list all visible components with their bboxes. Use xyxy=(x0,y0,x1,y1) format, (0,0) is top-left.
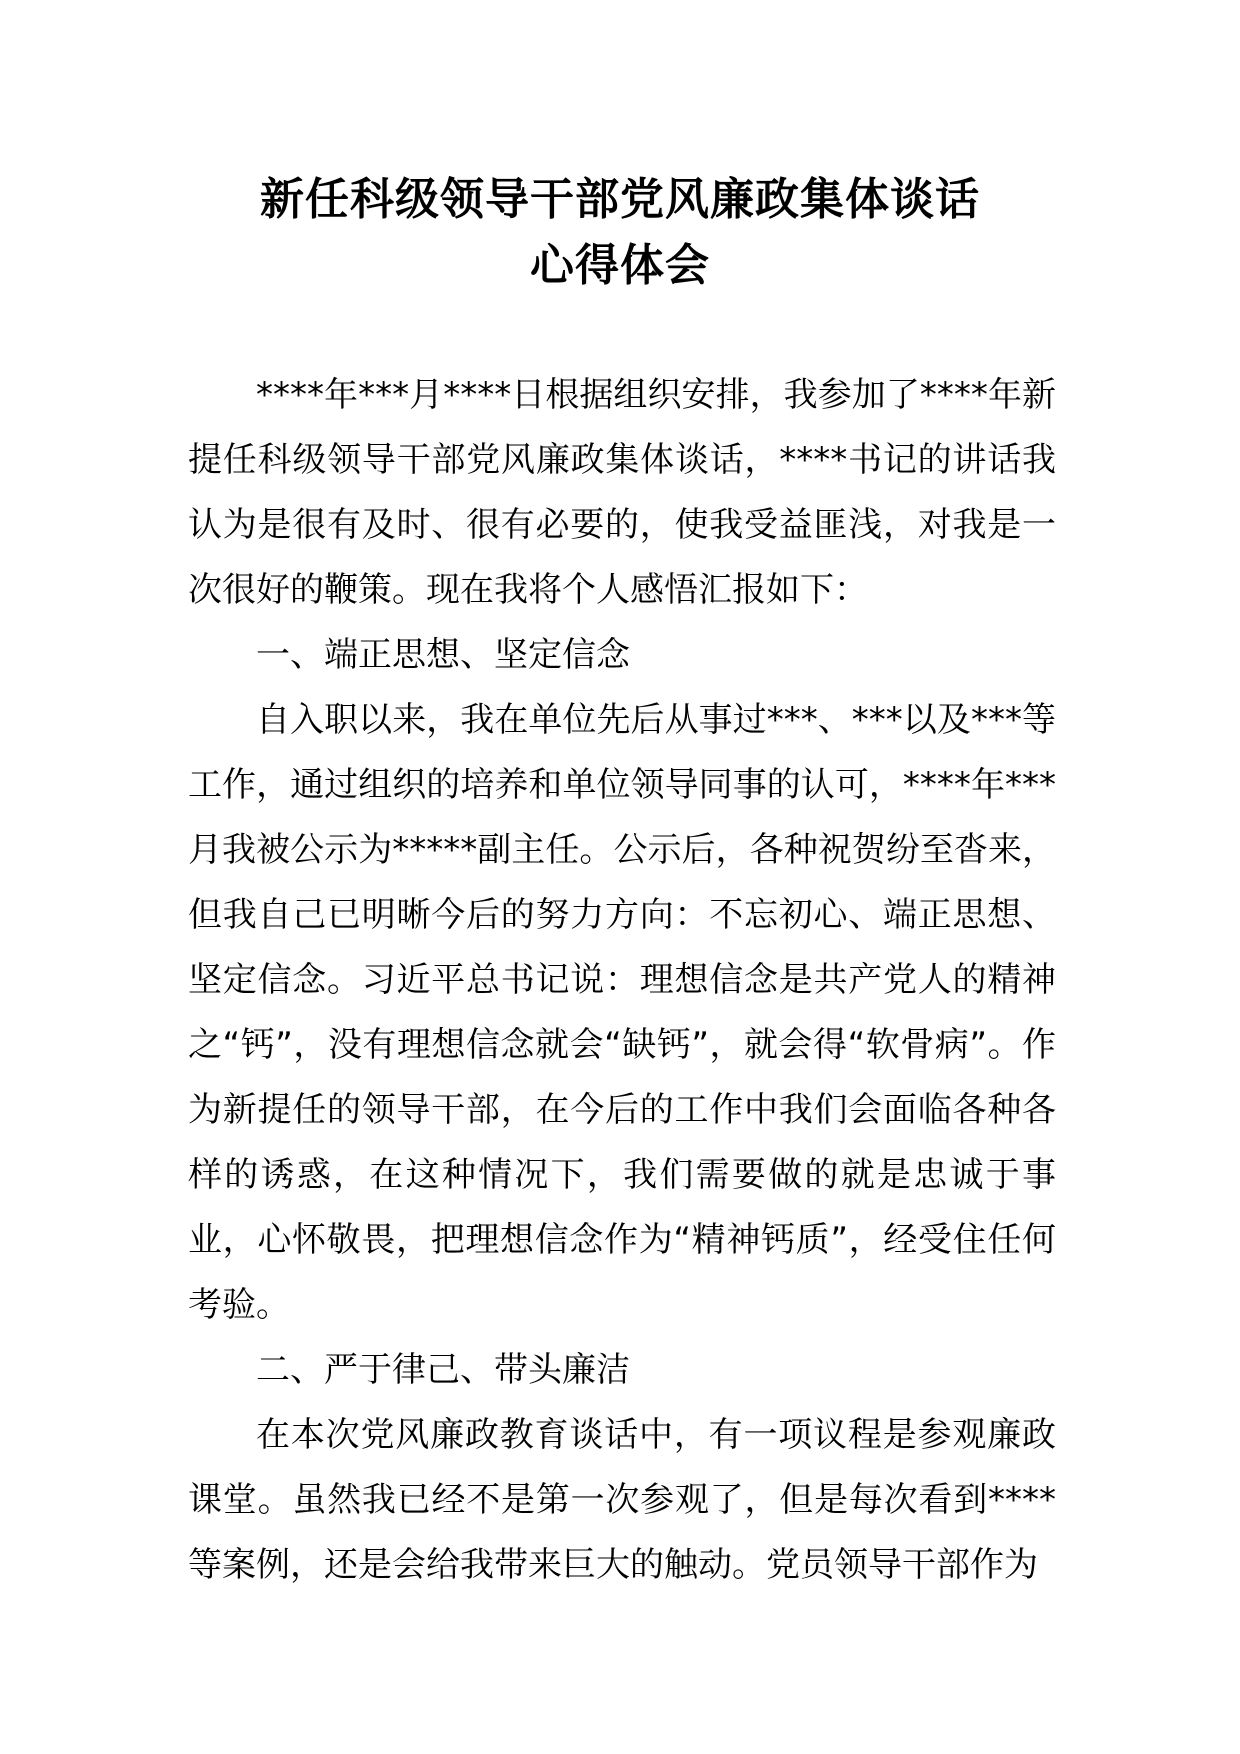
document-title-line-1: 新任科级领导干部党风廉政集体谈话 xyxy=(260,174,980,225)
document-title-line-2: 心得体会 xyxy=(530,240,710,291)
section-heading-2: 二、严于律己、带头廉洁 xyxy=(256,1350,630,1390)
document-body xyxy=(188,363,1056,1598)
section-heading-1: 一、端正思想、坚定信念 xyxy=(256,635,630,675)
intro-paragraph: ****年***月****日根据组织安排，我参加了****年新提任科级领导干部党风廉政集体谈话，****书记的讲话我认为是很有及时、很有必要的，使我受益匪浅，对我是一次很好的鞭策。现在我将个人感悟汇报如下： xyxy=(188,375,1056,610)
section-2-paragraph: 在本次党风廉政教育谈话中，有一项议程是参观廉政课堂。虽然我已经不是第一次参观了，但是每次看到****等案例，还是会给我带来巨大的触动。党员领导干部作为 xyxy=(188,1415,1056,1585)
section-1-paragraph: 自入职以来，我在单位先后从事过***、***以及***等工作，通过组织的培养和单位领导同事的认可，****年***月我被公示为*****副主任。公示后，各种祝贺纷至沓来，但我自己已明晰今后的努力方向：不忘初心、端正思想、坚定信念。习近平总书记说：理想信念是共产党人的精神之“钙”，没有理想信念就会“缺钙”，就会得“软骨病”。作为新提任的领导干部，在今后的工作中我们会面临各种各样的诱惑，在这种情况下，我们需要做的就是忠诚于事业，心怀敬畏，把理想信念作为“精神钙质”，经受住任何考验。 xyxy=(188,700,1056,1325)
